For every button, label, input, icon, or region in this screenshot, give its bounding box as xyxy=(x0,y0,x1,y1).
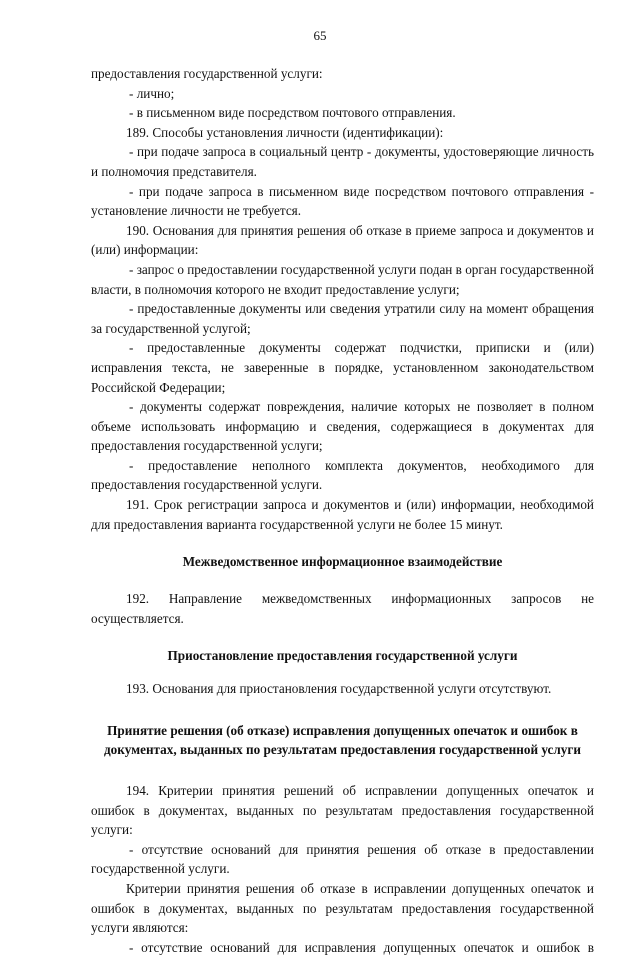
page-number: 65 xyxy=(313,28,327,43)
list-item: - отсутствие оснований для принятия решения об отказе в предоставлении государственной услуги. xyxy=(91,841,594,877)
section-heading: Межведомственное информационное взаимодействие xyxy=(182,554,503,570)
paragraph-192-end: осуществляется. xyxy=(91,610,184,626)
word: не xyxy=(581,591,594,607)
list-item: - отсутствие оснований для исправления допущенных опечаток и ошибок в xyxy=(129,939,594,955)
paragraph-191: 191. Срок регистрации запроса и документов и (или) информации, необходимой для предоставления варианта государственной услуги не более 15 минут. xyxy=(91,497,594,532)
section-heading: Приостановление предоставления государственной услуги xyxy=(167,648,518,664)
list-item: - при подаче запроса в социальный центр - документы, удостоверяющие личность и полномочия представителя. xyxy=(91,144,594,179)
list-item: - документы содержат повреждения, наличие которых не позволяет в полном объеме использовать информацию и сведения, содержащиеся в документах для предоставления государственной услуги; xyxy=(91,399,594,454)
word: межведомственных xyxy=(261,591,372,607)
section-heading: документах, выданных по результатам предоставления государственной услуги xyxy=(104,742,581,758)
document-body xyxy=(91,64,594,957)
paragraph-number: 192. xyxy=(126,591,150,607)
list-item: - предоставленные документы или сведения утратили силу на момент обращения за государственной услугой; xyxy=(91,301,594,336)
list-item: - при подаче запроса в письменном виде посредством почтового отправления - установление личности не требуется. xyxy=(91,183,594,219)
paragraph-193: 193. Основания для приостановления государственной услуги отсутствуют. xyxy=(126,681,552,697)
paragraph-189: 189. Способы установления личности (идентификации): xyxy=(126,124,444,140)
paragraph: Критерии принятия решения об отказе в исправлении допущенных опечаток и ошибок в документах, выданных по результатам предоставления государственной услуги являются: xyxy=(91,881,594,936)
list-item: - запрос о предоставлении государственной услуги подан в орган государственной власти, в полномочия которого не входит предоставление услуги; xyxy=(91,261,594,297)
list-item: - предоставленные документы содержат подчистки, приписки и (или) исправления текста, не заверенные в порядке, установленном законодательством Российской Федерации; xyxy=(91,340,594,395)
word: Направление xyxy=(168,591,243,607)
list-item: - в письменном виде посредством почтового отправления. xyxy=(129,105,456,121)
paragraph-194: 194. Критерии принятия решений об исправлении допущенных опечаток и ошибок в документах, выданных по результатам предоставления государственной услуги: xyxy=(91,783,594,838)
list-item: - предоставление неполного комплекта документов, необходимого для предоставления государственной услуги. xyxy=(91,457,594,493)
paragraph: предоставления государственной услуги: xyxy=(91,66,323,81)
word: запросов xyxy=(511,591,562,607)
list-item: - лично; xyxy=(129,85,175,101)
paragraph-192 xyxy=(91,589,594,609)
paragraph-190: 190. Основания для принятия решения об отказе в приеме запроса и документов и (или) информации: xyxy=(91,222,594,258)
word: информационных xyxy=(391,591,492,607)
section-heading: Принятие решения (об отказе) исправления допущенных опечаток и ошибок в xyxy=(107,723,578,739)
